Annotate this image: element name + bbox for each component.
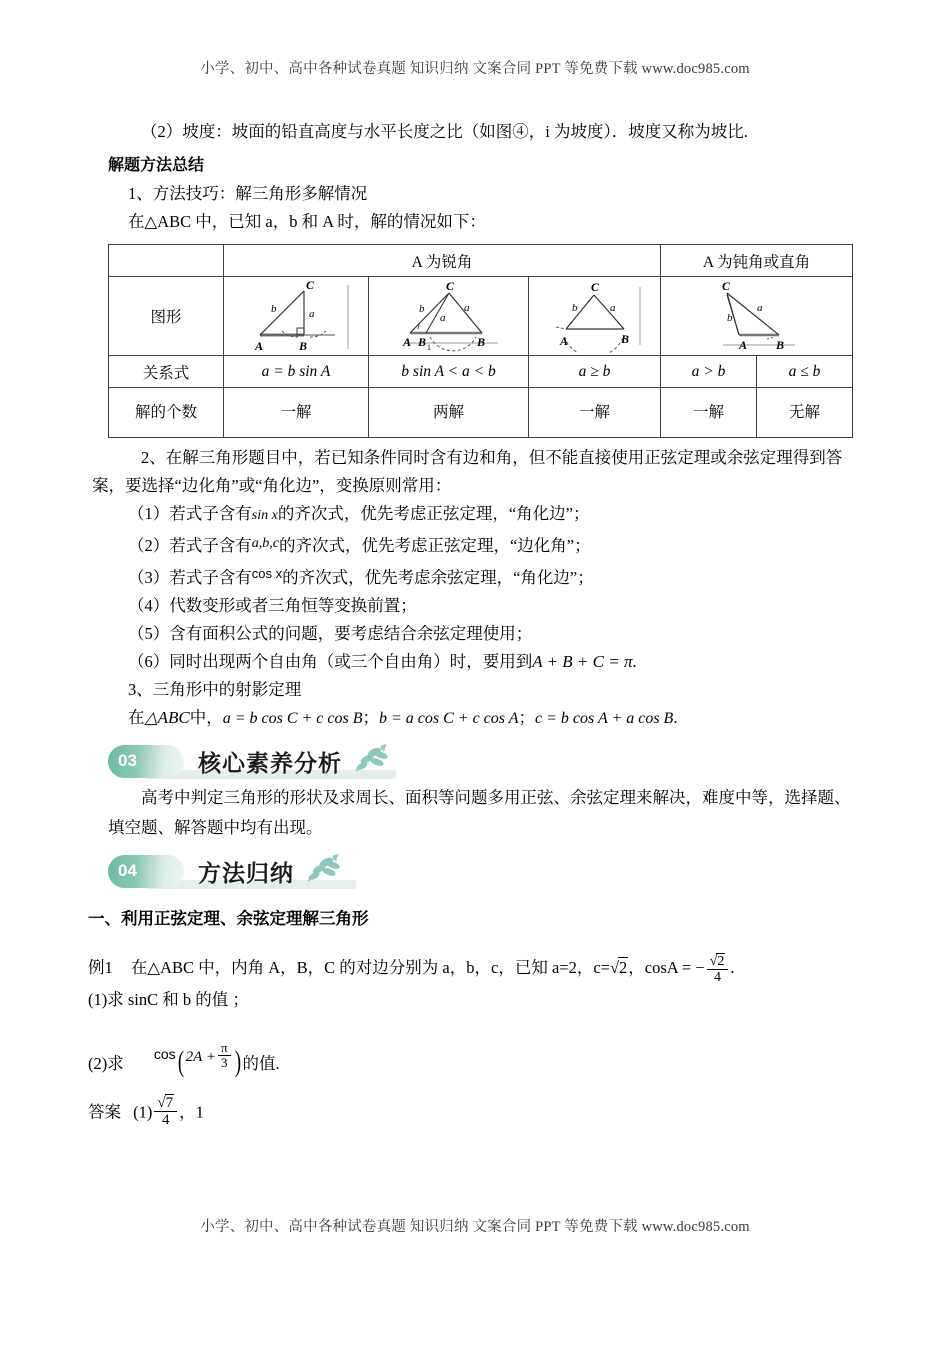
- note-sub-3-pre: （3）若式子含有: [128, 568, 252, 587]
- note-sub-2-math: a,b,c: [251, 536, 279, 551]
- note-sub-1-math: sin x: [251, 508, 278, 523]
- method-summary-title: 解题方法总结: [108, 157, 205, 174]
- q2-post: 的值.: [242, 1053, 280, 1073]
- relation-4: a > b: [661, 356, 757, 388]
- slope-definition: （2）坡度：坡面的铅直高度与水平长度之比（如图④，i 为坡度）．坡度又称为坡比.: [141, 122, 748, 141]
- note-item3-formulas: [108, 704, 860, 733]
- answer-1-label: (1): [133, 1102, 153, 1122]
- section-banner-03: [108, 741, 860, 781]
- row-label-figure: 图形: [109, 277, 224, 356]
- q2-inner: 2A +: [185, 1048, 216, 1065]
- cosA-num: √2: [707, 954, 729, 970]
- svg-text:A: A: [402, 335, 411, 349]
- item3-end: .: [673, 708, 678, 727]
- svg-text:B: B: [620, 332, 629, 346]
- svg-text:b: b: [418, 303, 424, 315]
- note-item2-line2: 案，要选择“边化角”或“角化边”，变换原则常用：: [92, 476, 452, 495]
- document-content: [88, 118, 860, 1129]
- note-sub-3: [108, 560, 860, 592]
- cosA-fraction: [707, 954, 729, 985]
- example-text-pre: 在△ABC 中，内角 A，B，C 的对边分别为 a，b，c，已知 a=2，c=: [130, 958, 610, 977]
- svg-text:A: A: [255, 339, 264, 353]
- svg-text:b: b: [726, 312, 733, 324]
- item-1-title: 1、方法技巧：解三角形多解情况: [128, 184, 368, 203]
- item3-sep-2: ；: [518, 708, 535, 727]
- row-label-relation: 关系式: [109, 356, 224, 388]
- leaf-icon: [350, 743, 394, 780]
- answer-num-rad: 7: [165, 1094, 174, 1111]
- watermark-top: 小学、初中、高中各种试卷真题 知识归纳 文案合同 PPT 等免费下载 www.doc985.com: [200, 61, 750, 77]
- svg-text:C: C: [590, 280, 599, 294]
- note-sub-1-pre: （1）若式子含有: [128, 504, 252, 523]
- section-title-04: 方法归纳: [198, 859, 294, 886]
- item3-mid: 中，: [189, 708, 223, 727]
- example-1-answer: [88, 1095, 860, 1129]
- count-5: 无解: [757, 388, 853, 438]
- svg-text:a: a: [309, 308, 315, 320]
- answer-num: √7: [154, 1095, 177, 1112]
- example-text-mid: ，cosA = −: [628, 958, 705, 977]
- svg-text:C: C: [306, 279, 315, 292]
- table-row-header: [109, 245, 853, 277]
- svg-text:B: B: [299, 339, 308, 353]
- svg-text:A: A: [559, 334, 568, 348]
- note-sub-6-pre: （6）同时出现两个自由角（或三个自由角）时，要用到: [128, 652, 533, 671]
- header-empty-cell: [109, 245, 224, 277]
- note-sub-6-math: A + B + C = π: [532, 652, 633, 671]
- table-row-figures: [109, 277, 853, 356]
- leaf-decoration-icon-2: [302, 853, 346, 885]
- svg-text:a: a: [463, 302, 469, 314]
- leaf-decoration-icon: [350, 743, 394, 775]
- note-sub-3-math: cos x: [251, 566, 283, 581]
- svg-text:B: B: [417, 335, 426, 349]
- note-sub-1: [108, 500, 860, 530]
- item3-pre: 在: [128, 708, 145, 727]
- count-2: 两解: [369, 388, 529, 438]
- answer-rest: ，1: [179, 1102, 204, 1122]
- q2-open-paren: (: [177, 1044, 184, 1078]
- triangle-diagram-one-solution: [536, 279, 654, 353]
- svg-text:a: a: [756, 302, 763, 314]
- header-acute: A 为锐角: [224, 245, 661, 277]
- figure-cell-1: [224, 277, 369, 356]
- example-1-statement: [88, 953, 860, 985]
- table-row-counts: [109, 388, 853, 438]
- note-sub-2: [108, 530, 860, 560]
- sqrt-2-c-value: 2: [619, 958, 628, 977]
- q2-close-paren: ): [234, 1044, 241, 1078]
- triangle-diagram-two-solutions: [386, 279, 512, 353]
- q2-pi-den: 3: [220, 1054, 228, 1070]
- item3-formula-2: b = a cos C + c cos A: [378, 710, 519, 727]
- note-sub-5: （5）含有面积公式的问题，要考虑结合余弦定理使用；: [128, 624, 533, 643]
- item3-triangle: △ABC: [144, 708, 190, 727]
- watermark-bottom: 小学、初中、高中各种试卷真题 知识归纳 文案合同 PPT 等免费下载 www.doc985.com: [200, 1219, 750, 1235]
- note-item2-line1: 2、在解三角形题目中，若已知条件同时含有边和角，但不能直接使用正弦定理或余弦定理得到答: [141, 448, 843, 467]
- figure-cell-4: [661, 277, 853, 356]
- note-sub-1-post: 的齐次式，优先考虑正弦定理，“角化边”；: [277, 504, 590, 523]
- table-row-relations: [109, 356, 853, 388]
- q2-cos: cos: [153, 1045, 176, 1062]
- example-label: 例1: [88, 958, 113, 977]
- row-label-count: 解的个数: [109, 388, 224, 438]
- section-banner-04: [108, 851, 860, 891]
- item-1-subtitle: 在△ABC 中，已知 a，b 和 A 时，解的情况如下：: [128, 212, 486, 231]
- section-03-body-line2: 填空题、解答题中均有出现。: [108, 818, 323, 837]
- cosA-den: 4: [713, 969, 721, 985]
- example-text-end: .: [730, 958, 735, 977]
- svg-text:b: b: [571, 302, 577, 314]
- leaf-icon-2: [302, 853, 346, 890]
- example-1-question-1: (1)求 sinC 和 b 的值 ；: [88, 989, 249, 1009]
- count-3: 一解: [529, 388, 661, 438]
- triangle-diagram-right: [238, 279, 354, 353]
- q2-pi-num: π: [218, 1041, 231, 1056]
- sqrt-2-c: √2: [609, 958, 628, 977]
- note-sub-3-post: 的齐次式，优先考虑余弦定理，“角化边”；: [282, 568, 594, 587]
- section-title-03: 核心素养分析: [198, 749, 342, 776]
- relation-2: b sin A < a < b: [369, 356, 529, 388]
- svg-text:B: B: [476, 335, 485, 349]
- svg-text:1: 1: [426, 343, 431, 352]
- note-sub-6: [108, 648, 860, 676]
- svg-text:C: C: [445, 279, 454, 293]
- item3-sep-1: ；: [362, 708, 379, 727]
- triangle-diagram-obtuse: [687, 279, 827, 353]
- item3-formula-1: a = b cos C + c cos B: [222, 710, 363, 727]
- relation-1: a = b sin A: [224, 356, 369, 388]
- example-1-question-2: [88, 1037, 860, 1081]
- svg-text:a: a: [439, 312, 445, 324]
- relation-3: a ≥ b: [529, 356, 661, 388]
- item3-formula-3: c = b cos A + a cos B: [535, 710, 674, 727]
- answer-den: 4: [161, 1111, 170, 1128]
- relation-5: a ≤ b: [757, 356, 853, 388]
- count-4: 一解: [661, 388, 757, 438]
- answer-fraction: [154, 1095, 177, 1128]
- svg-text:B: B: [775, 338, 784, 352]
- multi-solution-table: [108, 244, 853, 438]
- section-03-body-line1: 高考中判定三角形的形状及求周长、面积等问题多用正弦、余弦定理来解决，难度中等，选择题、: [141, 788, 851, 807]
- svg-text:C: C: [721, 279, 730, 293]
- note-sub-2-post: 的齐次式，优先考虑正弦定理，“边化角”；: [278, 536, 591, 555]
- q2-pre: (2)求: [88, 1053, 124, 1073]
- header-obtuse: A 为钝角或直角: [661, 245, 853, 277]
- figure-cell-2: [369, 277, 529, 356]
- section-number-04: 04: [108, 855, 184, 888]
- svg-text:b: b: [271, 303, 277, 315]
- answer-label: 答案: [88, 1102, 121, 1122]
- svg-text:A: A: [738, 338, 747, 352]
- figure-cell-3: [529, 277, 661, 356]
- cosA-num-rad: 2: [717, 953, 725, 969]
- note-sub-4: （4）代数变形或者三角恒等变换前置；: [128, 596, 417, 615]
- note-item3: 3、三角形中的射影定理: [128, 680, 302, 699]
- q2-pi-fraction: [218, 1041, 231, 1070]
- count-1: 一解: [224, 388, 369, 438]
- note-sub-6-post: .: [632, 652, 637, 671]
- section-04-heading-1: 一、利用正弦定理、余弦定理解三角形: [88, 910, 369, 928]
- section-number-03: 03: [108, 745, 184, 778]
- note-sub-2-pre: （2）若式子含有: [128, 536, 252, 555]
- svg-text:a: a: [609, 302, 615, 314]
